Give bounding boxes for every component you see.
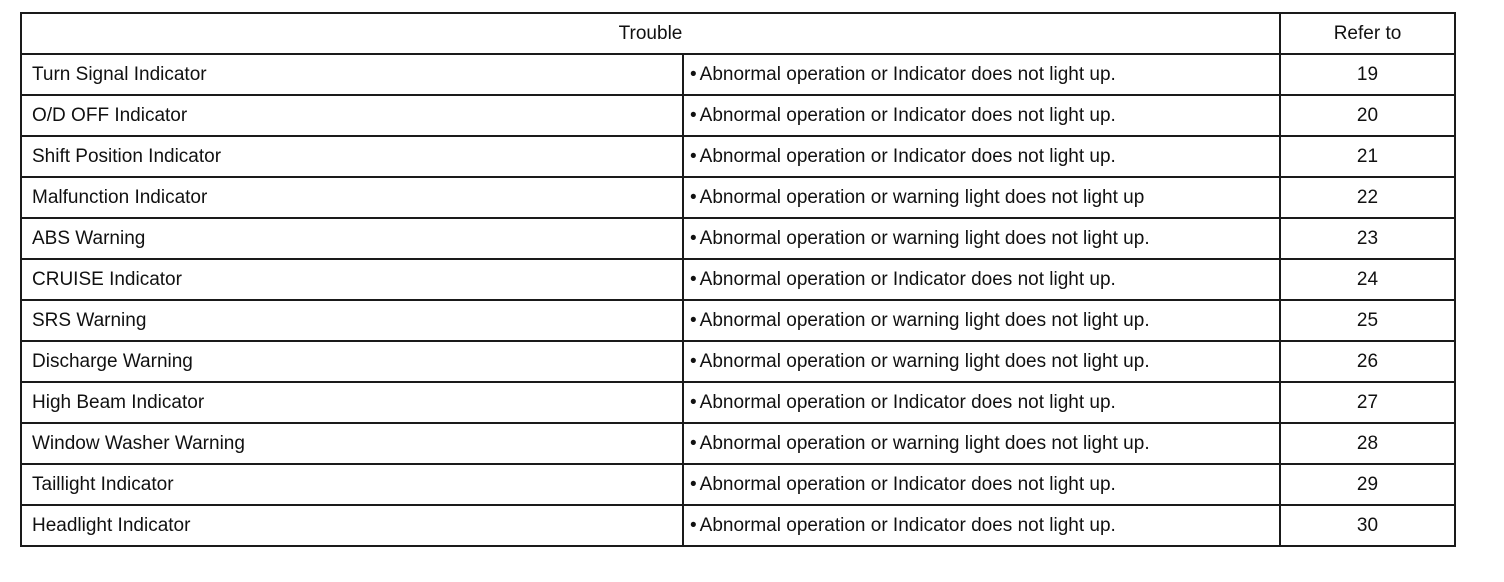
table-row	[21, 300, 1455, 341]
bullet-icon: •	[690, 186, 697, 208]
trouble-description-cell	[683, 423, 1280, 464]
table-body	[21, 54, 1455, 546]
refer-to-page-cell: 30	[1280, 505, 1455, 546]
trouble-description-text: Abnormal operation or warning light does not light up.	[699, 309, 1150, 331]
trouble-description-text: Abnormal operation or Indicator does not light up.	[699, 145, 1116, 167]
trouble-description-cell	[683, 95, 1280, 136]
indicator-name-cell: CRUISE Indicator	[21, 259, 683, 300]
trouble-description-text: Abnormal operation or Indicator does not light up.	[699, 268, 1116, 290]
indicator-name-cell: Taillight Indicator	[21, 464, 683, 505]
bullet-icon: •	[690, 268, 697, 290]
table-row	[21, 382, 1455, 423]
indicator-name-cell: Headlight Indicator	[21, 505, 683, 546]
trouble-description-cell	[683, 464, 1280, 505]
refer-to-page-cell: 24	[1280, 259, 1455, 300]
trouble-description-text: Abnormal operation or warning light does not light up.	[699, 350, 1150, 372]
refer-to-page-cell: 21	[1280, 136, 1455, 177]
bullet-icon: •	[690, 63, 697, 85]
trouble-description-cell	[683, 136, 1280, 177]
trouble-description-text: Abnormal operation or Indicator does not light up.	[699, 514, 1116, 536]
bullet-icon: •	[690, 514, 697, 536]
refer-to-page-cell: 20	[1280, 95, 1455, 136]
table-row	[21, 95, 1455, 136]
trouble-description-cell	[683, 382, 1280, 423]
indicator-name-cell: SRS Warning	[21, 300, 683, 341]
table-row	[21, 464, 1455, 505]
trouble-description-cell	[683, 177, 1280, 218]
refer-to-page-cell: 27	[1280, 382, 1455, 423]
table-row	[21, 136, 1455, 177]
bullet-icon: •	[690, 350, 697, 372]
table-row	[21, 423, 1455, 464]
indicator-name-cell: Shift Position Indicator	[21, 136, 683, 177]
refer-to-page-cell: 22	[1280, 177, 1455, 218]
refer-to-page-cell: 19	[1280, 54, 1455, 95]
refer-to-page-cell: 23	[1280, 218, 1455, 259]
trouble-description-cell	[683, 300, 1280, 341]
trouble-description-text: Abnormal operation or warning light does not light up.	[699, 432, 1150, 454]
table-header-row	[21, 13, 1455, 54]
refer-to-page-cell: 26	[1280, 341, 1455, 382]
trouble-description-cell	[683, 54, 1280, 95]
trouble-description-text: Abnormal operation or Indicator does not light up.	[699, 63, 1116, 85]
trouble-description-cell	[683, 505, 1280, 546]
trouble-description-cell	[683, 259, 1280, 300]
indicator-name-cell: Discharge Warning	[21, 341, 683, 382]
table-row	[21, 177, 1455, 218]
bullet-icon: •	[690, 473, 697, 495]
trouble-description-text: Abnormal operation or warning light does not light up	[699, 186, 1145, 208]
trouble-description-text: Abnormal operation or Indicator does not light up.	[699, 391, 1116, 413]
table-row	[21, 54, 1455, 95]
refer-to-page-cell: 29	[1280, 464, 1455, 505]
trouble-description-text: Abnormal operation or Indicator does not light up.	[699, 104, 1116, 126]
indicator-name-cell: Malfunction Indicator	[21, 177, 683, 218]
bullet-icon: •	[690, 432, 697, 454]
indicator-name-cell: O/D OFF Indicator	[21, 95, 683, 136]
header-refer-to: Refer to	[1280, 13, 1455, 54]
trouble-description-cell	[683, 341, 1280, 382]
bullet-icon: •	[690, 145, 697, 167]
bullet-icon: •	[690, 309, 697, 331]
refer-to-page-cell: 28	[1280, 423, 1455, 464]
indicator-name-cell: High Beam Indicator	[21, 382, 683, 423]
trouble-description-text: Abnormal operation or warning light does not light up.	[699, 227, 1150, 249]
table-row	[21, 218, 1455, 259]
header-trouble: Trouble	[21, 13, 1280, 54]
trouble-description-text: Abnormal operation or Indicator does not light up.	[699, 473, 1116, 495]
table-row	[21, 505, 1455, 546]
indicator-name-cell: Window Washer Warning	[21, 423, 683, 464]
bullet-icon: •	[690, 104, 697, 126]
trouble-description-cell	[683, 218, 1280, 259]
bullet-icon: •	[690, 227, 697, 249]
bullet-icon: •	[690, 391, 697, 413]
table-row	[21, 259, 1455, 300]
indicator-name-cell: ABS Warning	[21, 218, 683, 259]
table-row	[21, 341, 1455, 382]
indicator-name-cell: Turn Signal Indicator	[21, 54, 683, 95]
refer-to-page-cell: 25	[1280, 300, 1455, 341]
trouble-table	[20, 12, 1456, 547]
